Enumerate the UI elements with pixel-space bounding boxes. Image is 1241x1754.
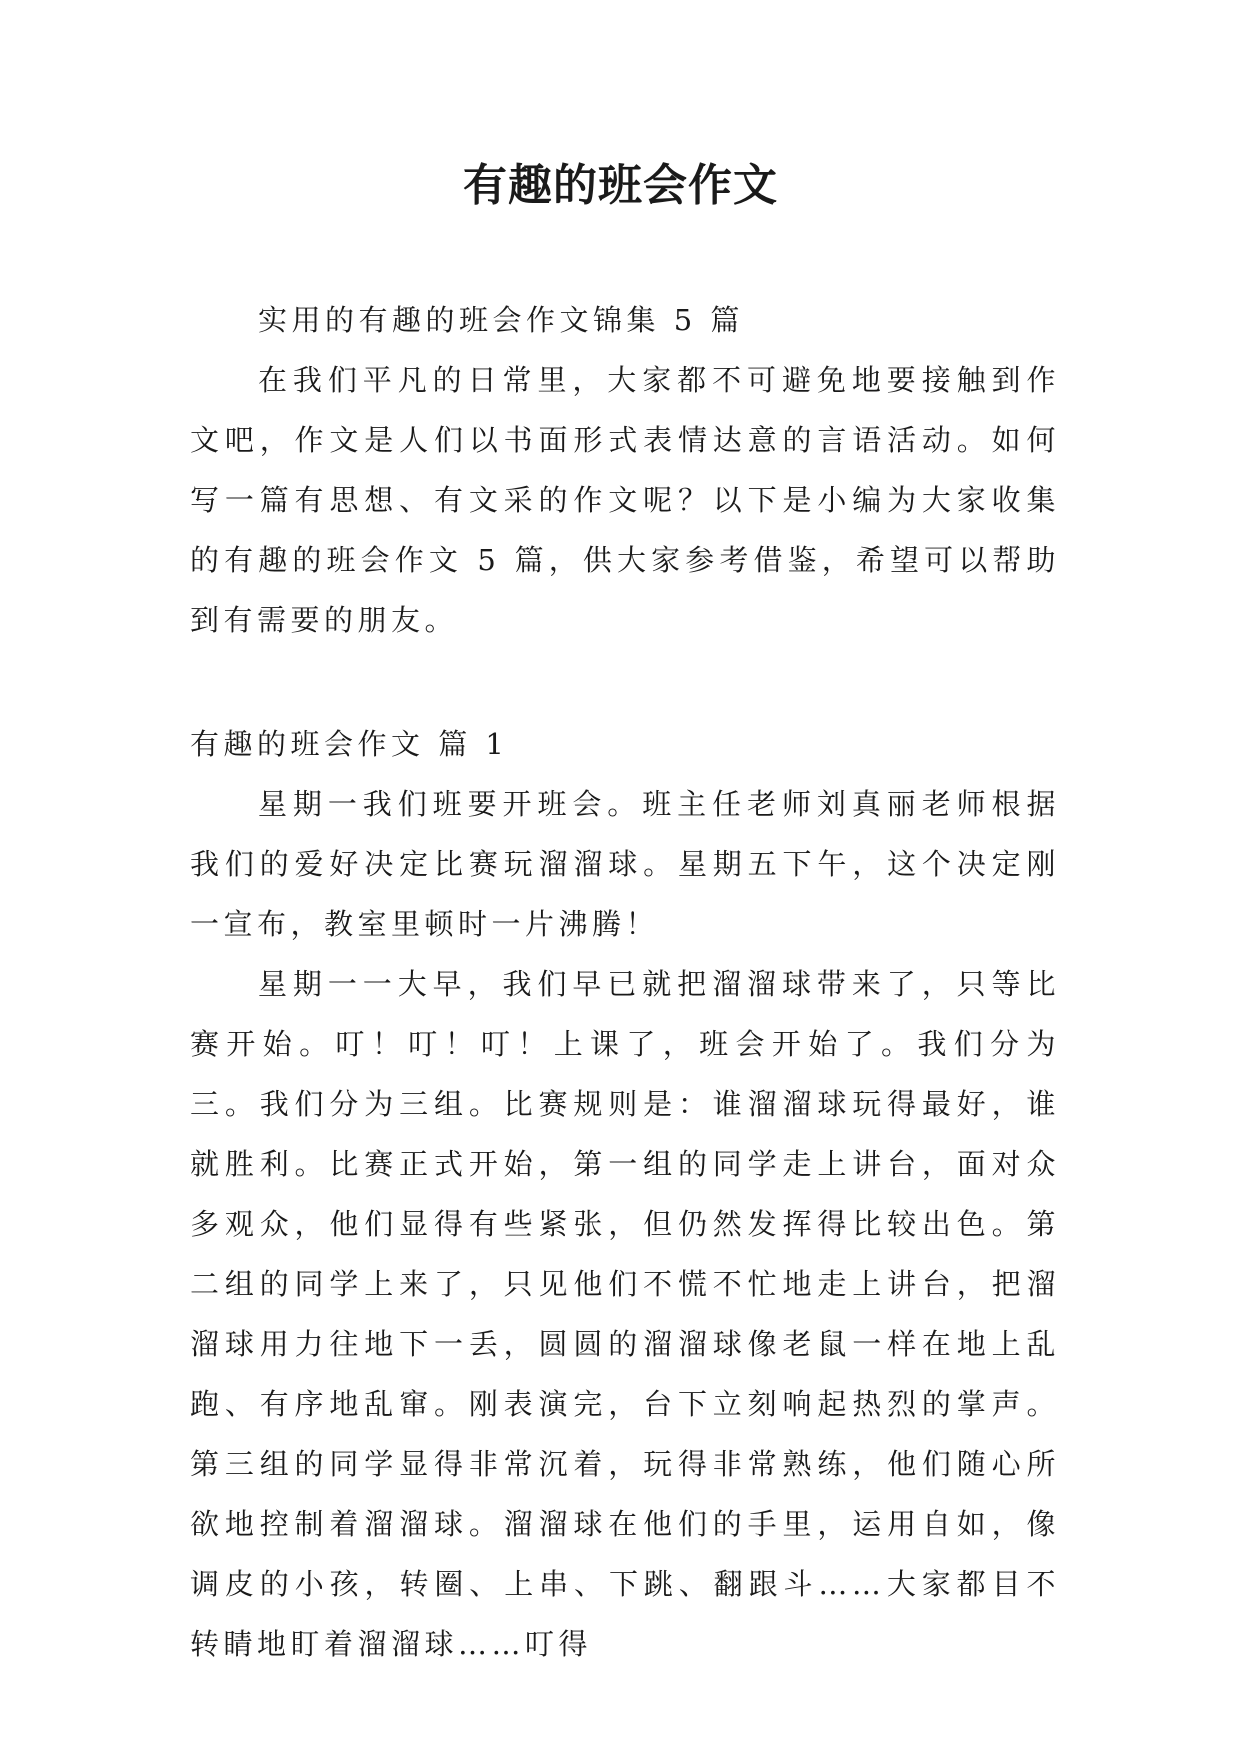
intro-paragraph: 在我们平凡的日常里，大家都不可避免地要接触到作文吧，作文是人们以书面形式表情达意的言语活动。如何写一篇有思想、有文采的作文呢？以下是小编为大家收集的有趣的班会作文 5 篇，供大家参考借鉴，希望可以帮助到有需要的朋友。 (190, 363, 1060, 637)
document-body (190, 290, 1060, 1674)
document-subtitle: 实用的有趣的班会作文锦集 5 篇 (258, 303, 744, 337)
body-paragraph: 星期一一大早，我们早已就把溜溜球带来了，只等比赛开始。叮！叮！叮！上课了，班会开始了。我们分为三。我们分为三组。比赛规则是：谁溜溜球玩得最好，谁就胜利。比赛正式开始，第一组的同学走上讲台，面对众多观众，他们显得有些紧张，但仍然发挥得比较出色。第二组的同学上来了，只见他们不慌不忙地走上讲台，把溜溜球用力往地下一丢，圆圆的溜溜球像老鼠一样在地上乱跑、有序地乱窜。刚表演完，台下立刻响起热烈的掌声。第三组的同学显得非常沉着，玩得非常熟练，他们随心所欲地控制着溜溜球。溜溜球在他们的手里，运用自如，像调皮的小孩，转圈、上串、下跳、翻跟斗……大家都目不转睛地盯着溜溜球……叮得 (190, 967, 1060, 1661)
document-title: 有趣的班会作文 (463, 160, 778, 211)
body-paragraph: 星期一我们班要开班会。班主任老师刘真丽老师根据我们的爱好决定比赛玩溜溜球。星期五下午，这个决定刚一宣布，教室里顿时一片沸腾！ (190, 787, 1060, 941)
section-heading: 有趣的班会作文 篇 1 (190, 727, 509, 761)
section-spacer (190, 650, 1060, 714)
